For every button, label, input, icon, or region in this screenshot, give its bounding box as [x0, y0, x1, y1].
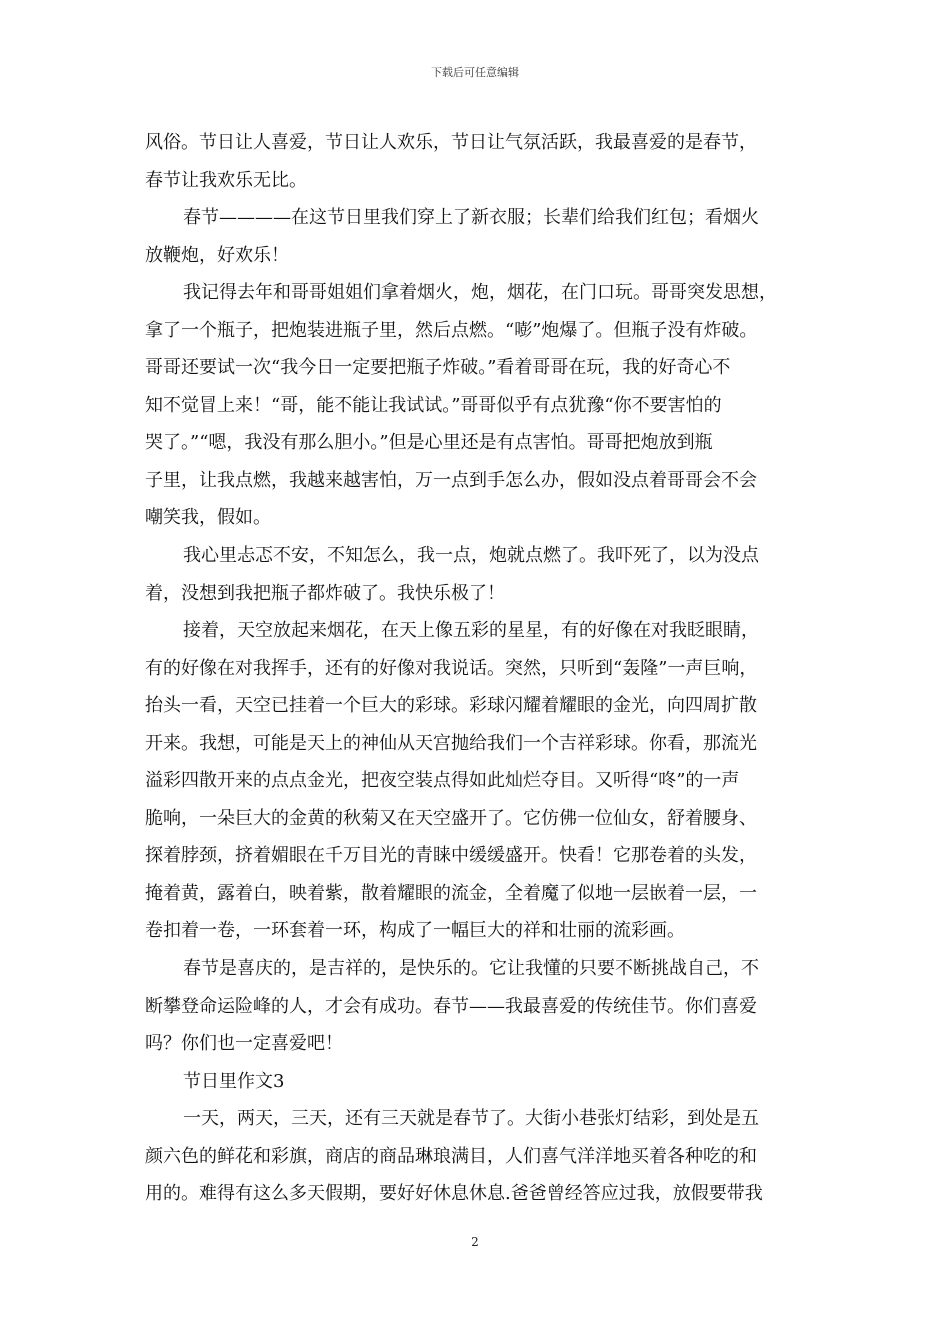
text-line: 放鞭炮，好欢乐！	[145, 244, 289, 266]
text-line: 溢彩四散开来的点点金光，把夜空装点得如此灿烂夺目。又听得“咚”的一声	[145, 770, 740, 792]
page-number: 2	[471, 1235, 479, 1249]
text-line: 颜六色的鲜花和彩旗，商店的商品琳琅满目，人们喜气洋洋地买着各种吃的和	[145, 1145, 757, 1167]
text-line: 脆响，一朵巨大的金黄的秋菊又在天空盛开了。它仿佛一位仙女，舒着腰身、	[145, 807, 757, 829]
text-line: 有的好像在对我挥手，还有的好像对我说话。突然，只听到“轰隆”一声巨响，	[145, 657, 758, 679]
text-line: 知不觉冒上来！“哥，能不能让我试试。”哥哥似乎有点犹豫“你不要害怕的	[145, 394, 722, 416]
text-line: 哭了。”“嗯，我没有那么胆小。”但是心里还是有点害怕。哥哥把炮放到瓶	[145, 432, 713, 454]
text-line: 春节让我欢乐无比。	[145, 169, 307, 191]
text-line: 断攀登命运险峰的人，才会有成功。春节——我最喜爱的传统佳节。你们喜爱	[145, 995, 757, 1017]
text-line: 哥哥还要试一次“我今日一定要把瓶子炸破。”看着哥哥在玩，我的好奇心不	[145, 357, 731, 379]
text-line: 春节————在这节日里我们穿上了新衣服；长辈们给我们红包；看烟火	[183, 207, 759, 229]
text-line: 着，没想到我把瓶子都炸破了。我快乐极了！	[145, 582, 505, 604]
text-line: 抬头一看，天空已挂着一个巨大的彩球。彩球闪耀着耀眼的金光，向四周扩散	[145, 695, 757, 717]
text-line: 用的。难得有这么多天假期，要好好休息休息.爸爸曾经答应过我，放假要带我	[145, 1183, 763, 1205]
text-line: 嘲笑我，假如。	[145, 507, 271, 529]
section-heading: 节日里作文3	[183, 1070, 285, 1092]
text-line: 开来。我想，可能是天上的神仙从天宫抛给我们一个吉祥彩球。你看，那流光	[145, 732, 757, 754]
text-line: 吗？你们也一定喜爱吧！	[145, 1033, 343, 1055]
page-header: 下载后可任意编辑	[431, 66, 519, 79]
text-line: 子里，让我点燃，我越来越害怕，万一点到手怎么办，假如没点着哥哥会不会	[145, 469, 757, 491]
text-line: 风俗。节日让人喜爱，节日让人欢乐，节日让气氛活跃，我最喜爱的是春节，	[145, 132, 757, 153]
document-body	[145, 124, 815, 1213]
text-line: 掩着黄，露着白，映着紫，散着耀眼的流金，全着魔了似地一层嵌着一层，一	[145, 882, 757, 904]
text-line: 我记得去年和哥哥姐姐们拿着烟火，炮，烟花，在门口玩。哥哥突发思想，	[183, 282, 777, 304]
text-line: 拿了一个瓶子，把炮装进瓶子里，然后点燃。“嘭”炮爆了。但瓶子没有炸破。	[145, 319, 758, 341]
text-line: 卷扣着一卷，一环套着一环，构成了一幅巨大的祥和壮丽的流彩画。	[145, 920, 685, 942]
text-line: 探着脖颈，挤着媚眼在千万目光的青睐中缓缓盛开。快看！它那卷着的头发，	[145, 845, 757, 867]
text-line: 我心里忐忑不安，不知怎么，我一点，炮就点燃了。我吓死了，以为没点	[183, 545, 759, 567]
text-line: 春节是喜庆的，是吉祥的，是快乐的。它让我懂的只要不断挑战自己，不	[183, 958, 759, 980]
text-line: 接着，天空放起来烟花，在天上像五彩的星星，有的好像在对我眨眼睛，	[183, 620, 759, 642]
text-line: 一天，两天，三天，还有三天就是春节了。大街小巷张灯结彩，到处是五	[183, 1108, 759, 1130]
